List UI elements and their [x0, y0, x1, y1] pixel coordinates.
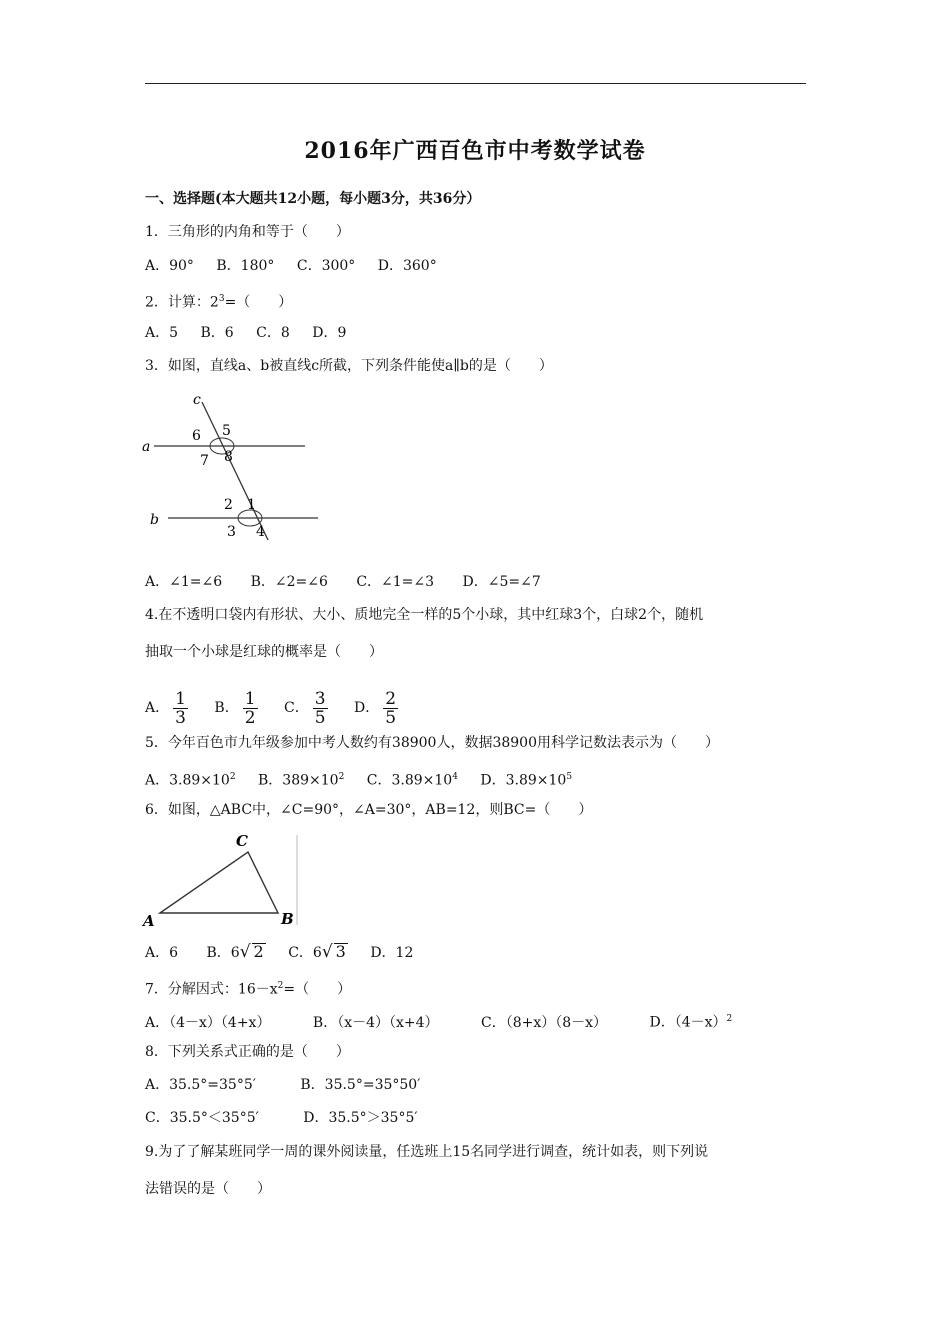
q2-option-b[interactable]: B．6	[200, 325, 234, 341]
q8-options-row1	[145, 1075, 444, 1095]
q5-option-b[interactable]: B．$389\times 10^2$	[258, 772, 345, 789]
q3-parallel-lines-figure	[140, 388, 330, 548]
q3-option-a[interactable]: A．∠1=∠6	[145, 574, 223, 590]
q6-option-c[interactable]: C．6√ 3	[288, 942, 346, 962]
header-rule	[145, 83, 806, 84]
q2-stem: 2．计算：$2^3=$（ ）	[145, 294, 293, 311]
label-a: a	[142, 439, 151, 455]
q5-stem: 5．今年百色市九年级参加中考人数约有38900人，数据38900用科学记数法表示为（ ）	[145, 735, 719, 751]
q8-option-b[interactable]: B．35.5°=35°50′	[300, 1077, 421, 1093]
q4-option-a[interactable]: A． $\frac{1}{3}$	[145, 688, 186, 728]
q5-options	[145, 767, 590, 791]
q4-option-c[interactable]: C． $\frac{3}{5}$	[283, 688, 326, 728]
q3-stem: 3．如图，直线a、b被直线c所截，下列条件能使a∥b的是（ ）	[145, 358, 553, 374]
angle-label-1: 1	[247, 497, 256, 513]
q7-option-c[interactable]: C．（8+x）（8－x）	[480, 1014, 608, 1031]
section-heading: 一、选择题(本大题共12小题，每小题3分，共36分）	[145, 191, 481, 207]
q6-option-d[interactable]: D．12	[370, 945, 414, 961]
q1-option-b[interactable]: B．180°	[216, 258, 275, 274]
vertex-label-b: B	[281, 910, 294, 928]
q1-option-a[interactable]: A．90°	[145, 258, 194, 274]
q4-stem-line1: 4.在不透明口袋内有形状、大小、质地完全一样的5个小球，其中红球3个，白球2个，随机	[145, 607, 704, 623]
q1-options	[145, 256, 455, 276]
label-c: c	[193, 392, 201, 408]
fraction: $\frac{1}{2}$	[244, 688, 256, 728]
label-b: b	[150, 512, 159, 528]
q8-options-row2	[145, 1108, 442, 1128]
radical-sign: √	[239, 942, 251, 962]
angle-label-8: 8	[224, 449, 233, 465]
radical-sign: √	[321, 942, 333, 962]
q2-option-d[interactable]: D．9	[312, 325, 347, 341]
q6-option-a[interactable]: A．6	[145, 945, 179, 961]
q1-option-d[interactable]: D．360°	[377, 258, 437, 274]
q8-stem: 8．下列关系式正确的是（ ）	[145, 1044, 350, 1060]
fraction: $\frac{3}{5}$	[314, 688, 326, 728]
fraction: $\frac{2}{5}$	[385, 688, 397, 728]
q8-option-c[interactable]: C．35.5°＜35°5′	[145, 1110, 259, 1126]
q4-option-d[interactable]: D． $\frac{2}{5}$	[353, 688, 397, 728]
angle-label-6: 6	[192, 428, 201, 444]
line-c	[202, 402, 268, 540]
q8-option-a[interactable]: A．35.5°=35°5′	[145, 1077, 256, 1093]
q3-option-c[interactable]: C．∠1=∠3	[356, 574, 435, 590]
q3-option-b[interactable]: B．∠2=∠6	[250, 574, 328, 590]
q7-option-d[interactable]: D．$(4-x)^2$	[649, 1014, 733, 1031]
q6-triangle-figure	[140, 830, 302, 930]
q6-options	[145, 940, 437, 965]
fraction: $\frac{1}{3}$	[175, 688, 186, 728]
q7-option-a[interactable]: A．（4－x）（4+x）	[145, 1014, 271, 1031]
q4-stem-line2: 抽取一个小球是红球的概率是（ ）	[145, 644, 383, 660]
q7-stem: 7．分解因式：$16-x^2=$（ ）	[145, 981, 352, 998]
vertex-label-c: C	[236, 832, 248, 850]
q5-option-a[interactable]: A．$3.89\times 10^2$	[145, 772, 236, 789]
q7-option-b[interactable]: B．（x－4）（x+4）	[312, 1014, 439, 1031]
q1-stem: 1．三角形的内角和等于（ ）	[145, 224, 350, 240]
q8-option-d[interactable]: D．35.5°＞35°5′	[303, 1110, 418, 1126]
triangle-abc	[160, 852, 278, 913]
q4-options	[145, 688, 420, 728]
angle-label-5: 5	[222, 423, 231, 439]
angle-label-2: 2	[224, 497, 233, 513]
q9-stem-line2: 法错误的是（ ）	[145, 1181, 271, 1197]
q2-options	[145, 323, 364, 343]
q3-option-d[interactable]: D．∠5=∠7	[462, 574, 541, 590]
q2-option-c[interactable]: C．8	[256, 325, 290, 341]
q7-options	[145, 1009, 732, 1033]
q3-options	[145, 572, 565, 592]
page-title: 2016年广西百色市中考数学试卷	[304, 138, 646, 164]
q1-option-c[interactable]: C．300°	[296, 258, 356, 274]
q5-option-d[interactable]: D．$3.89\times 10^5$	[480, 772, 573, 789]
q5-option-c[interactable]: C．$3.89\times 10^4$	[366, 772, 458, 789]
angle-label-3: 3	[227, 524, 236, 540]
q9-stem-line1: 9.为了了解某班同学一周的课外阅读量，任选班上15名同学进行调查，统计如表，则下列说	[145, 1144, 709, 1160]
angle-label-7: 7	[200, 453, 209, 469]
q6-option-b[interactable]: B．6√ 2	[206, 942, 264, 962]
angle-label-4: 4	[256, 524, 265, 540]
q2-option-a[interactable]: A．5	[145, 325, 179, 341]
q4-option-b[interactable]: B． $\frac{1}{2}$	[214, 688, 256, 728]
vertex-label-a: A	[143, 912, 155, 930]
q6-stem: 6．如图，△ABC中，∠C=90°，∠A=30°，AB=12，则BC=（ ）	[145, 802, 593, 818]
